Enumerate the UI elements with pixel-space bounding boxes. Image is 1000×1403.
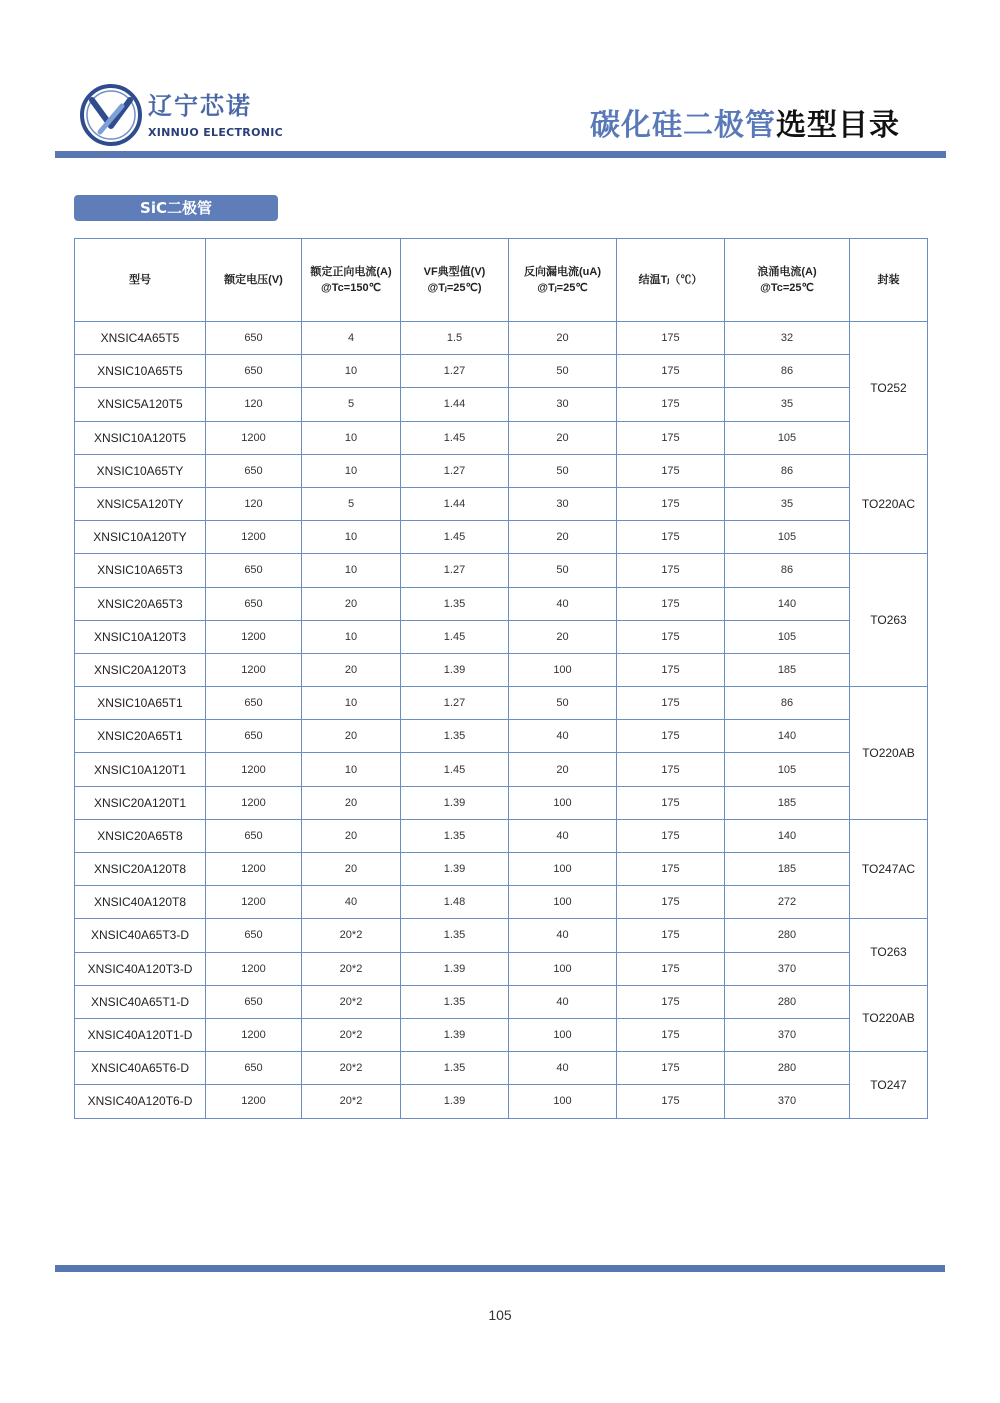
model-cell: XNSIC10A120TY: [75, 521, 206, 554]
table-row: [75, 653, 928, 686]
spec-cell: 1.48: [401, 886, 509, 919]
spec-cell: 280: [725, 985, 850, 1018]
spec-cell: 1200: [206, 886, 302, 919]
model-cell: XNSIC20A65T1: [75, 720, 206, 753]
model-cell: XNSIC4A65T5: [75, 322, 206, 355]
spec-cell: 10: [302, 454, 401, 487]
spec-cell: 1.39: [401, 786, 509, 819]
spec-cell: 120: [206, 487, 302, 520]
model-cell: XNSIC5A120TY: [75, 487, 206, 520]
model-cell: XNSIC20A120T8: [75, 853, 206, 886]
header-cell: VF典型值(V) @Tⱼ=25℃): [401, 239, 509, 322]
brand-name-cn: 辽宁芯诺: [148, 92, 252, 120]
spec-cell: 650: [206, 554, 302, 587]
spec-cell: 50: [509, 454, 617, 487]
table-row: [75, 720, 928, 753]
spec-cell: 100: [509, 952, 617, 985]
spec-cell: 30: [509, 388, 617, 421]
spec-cell: 175: [617, 687, 725, 720]
spec-cell: 40: [509, 587, 617, 620]
spec-cell: 20: [509, 620, 617, 653]
spec-cell: 10: [302, 753, 401, 786]
spec-cell: 105: [725, 521, 850, 554]
spec-cell: 175: [617, 620, 725, 653]
spec-cell: 35: [725, 388, 850, 421]
spec-cell: 140: [725, 819, 850, 852]
spec-cell: 35: [725, 487, 850, 520]
spec-cell: 4: [302, 322, 401, 355]
table-row: [75, 421, 928, 454]
spec-cell: 650: [206, 355, 302, 388]
spec-cell: 175: [617, 388, 725, 421]
spec-cell: 175: [617, 952, 725, 985]
spec-cell: 650: [206, 919, 302, 952]
spec-cell: 105: [725, 753, 850, 786]
header-divider: [55, 151, 946, 158]
spec-cell: 175: [617, 919, 725, 952]
spec-cell: 20*2: [302, 1018, 401, 1051]
spec-cell: 105: [725, 620, 850, 653]
package-cell: TO247AC: [850, 819, 928, 919]
spec-cell: 1.35: [401, 819, 509, 852]
spec-cell: 1.39: [401, 653, 509, 686]
spec-cell: 175: [617, 322, 725, 355]
spec-cell: 185: [725, 653, 850, 686]
spec-cell: 175: [617, 421, 725, 454]
spec-cell: 40: [509, 919, 617, 952]
package-cell: TO220AC: [850, 454, 928, 554]
model-cell: XNSIC20A120T3: [75, 653, 206, 686]
spec-cell: 650: [206, 720, 302, 753]
model-cell: XNSIC10A65T5: [75, 355, 206, 388]
spec-cell: 175: [617, 720, 725, 753]
spec-cell: 10: [302, 687, 401, 720]
table-row: [75, 620, 928, 653]
model-cell: XNSIC10A65T1: [75, 687, 206, 720]
table-row: [75, 355, 928, 388]
spec-cell: 370: [725, 952, 850, 985]
spec-cell: 5: [302, 487, 401, 520]
table-row: [75, 687, 928, 720]
spec-cell: 272: [725, 886, 850, 919]
spec-cell: 175: [617, 1052, 725, 1085]
model-cell: XNSIC40A120T8: [75, 886, 206, 919]
spec-cell: 1.44: [401, 487, 509, 520]
spec-cell: 1.35: [401, 720, 509, 753]
spec-cell: 185: [725, 786, 850, 819]
spec-cell: 20: [302, 853, 401, 886]
spec-cell: 1.39: [401, 1018, 509, 1051]
product-table: [74, 238, 928, 1119]
company-logo: [78, 82, 284, 148]
spec-cell: 650: [206, 1052, 302, 1085]
spec-cell: 370: [725, 1018, 850, 1051]
spec-cell: 650: [206, 985, 302, 1018]
spec-cell: 175: [617, 487, 725, 520]
model-cell: XNSIC40A120T6-D: [75, 1085, 206, 1118]
header-cell: 型号: [75, 239, 206, 322]
package-cell: TO263: [850, 554, 928, 687]
spec-cell: 20: [302, 819, 401, 852]
spec-cell: 40: [509, 1052, 617, 1085]
spec-cell: 86: [725, 355, 850, 388]
spec-cell: 40: [302, 886, 401, 919]
table-row: [75, 753, 928, 786]
spec-cell: 10: [302, 521, 401, 554]
spec-cell: 10: [302, 554, 401, 587]
model-cell: XNSIC40A120T3-D: [75, 952, 206, 985]
spec-cell: 100: [509, 653, 617, 686]
spec-cell: 50: [509, 554, 617, 587]
spec-cell: 20: [509, 753, 617, 786]
spec-cell: 1200: [206, 753, 302, 786]
spec-cell: 1.27: [401, 687, 509, 720]
model-cell: XNSIC20A65T3: [75, 587, 206, 620]
table-row: [75, 587, 928, 620]
model-cell: XNSIC40A65T6-D: [75, 1052, 206, 1085]
table-row: [75, 1085, 928, 1118]
spec-cell: 1.5: [401, 322, 509, 355]
spec-cell: 100: [509, 886, 617, 919]
spec-cell: 1.35: [401, 1052, 509, 1085]
table-row: [75, 919, 928, 952]
spec-cell: 100: [509, 1018, 617, 1051]
spec-cell: 20: [302, 653, 401, 686]
spec-cell: 20*2: [302, 952, 401, 985]
spec-cell: 10: [302, 620, 401, 653]
table-row: [75, 487, 928, 520]
table-row: [75, 819, 928, 852]
document-title-part2: 选型目录: [776, 108, 900, 143]
package-cell: TO220AB: [850, 687, 928, 820]
spec-cell: 175: [617, 554, 725, 587]
model-cell: XNSIC40A65T3-D: [75, 919, 206, 952]
spec-cell: 1200: [206, 786, 302, 819]
model-cell: XNSIC20A65T8: [75, 819, 206, 852]
spec-cell: 20*2: [302, 1052, 401, 1085]
table-row: [75, 1052, 928, 1085]
spec-cell: 175: [617, 454, 725, 487]
spec-cell: 650: [206, 322, 302, 355]
model-cell: XNSIC10A65TY: [75, 454, 206, 487]
spec-cell: 32: [725, 322, 850, 355]
spec-cell: 20: [509, 322, 617, 355]
spec-cell: 1200: [206, 421, 302, 454]
spec-cell: 140: [725, 587, 850, 620]
spec-cell: 1200: [206, 952, 302, 985]
spec-cell: 280: [725, 1052, 850, 1085]
spec-cell: 30: [509, 487, 617, 520]
spec-cell: 140: [725, 720, 850, 753]
header-cell: 额定电压(V): [206, 239, 302, 322]
table-row: [75, 952, 928, 985]
spec-cell: 20: [509, 521, 617, 554]
spec-cell: 650: [206, 687, 302, 720]
package-cell: TO247: [850, 1052, 928, 1118]
spec-cell: 100: [509, 853, 617, 886]
brand-name-en: XINNUO ELECTRONIC: [148, 126, 284, 139]
model-cell: XNSIC10A65T3: [75, 554, 206, 587]
table-header-row: [75, 239, 928, 322]
spec-cell: 20*2: [302, 1085, 401, 1118]
spec-cell: 1.45: [401, 620, 509, 653]
spec-cell: 20: [302, 720, 401, 753]
spec-cell: 20: [509, 421, 617, 454]
spec-cell: 1.44: [401, 388, 509, 421]
spec-cell: 280: [725, 919, 850, 952]
spec-cell: 175: [617, 521, 725, 554]
spec-cell: 1.39: [401, 1085, 509, 1118]
logo-emblem-icon: [78, 82, 144, 148]
spec-cell: 185: [725, 853, 850, 886]
spec-cell: 10: [302, 355, 401, 388]
spec-cell: 10: [302, 421, 401, 454]
spec-cell: 1.35: [401, 587, 509, 620]
section-label: SiC二极管: [74, 195, 278, 221]
spec-cell: 175: [617, 886, 725, 919]
package-cell: TO220AB: [850, 985, 928, 1051]
spec-cell: 175: [617, 753, 725, 786]
spec-cell: 1.27: [401, 355, 509, 388]
table-row: [75, 985, 928, 1018]
spec-cell: 1.35: [401, 919, 509, 952]
document-title: [590, 100, 900, 144]
table-row: [75, 454, 928, 487]
header-cell: 封装: [850, 239, 928, 322]
model-cell: XNSIC10A120T3: [75, 620, 206, 653]
model-cell: XNSIC5A120T5: [75, 388, 206, 421]
spec-cell: 86: [725, 454, 850, 487]
spec-cell: 1200: [206, 653, 302, 686]
model-cell: XNSIC40A65T1-D: [75, 985, 206, 1018]
spec-cell: 1200: [206, 521, 302, 554]
spec-cell: 40: [509, 985, 617, 1018]
spec-cell: 1200: [206, 620, 302, 653]
package-cell: TO263: [850, 919, 928, 985]
table-row: [75, 388, 928, 421]
table-row: [75, 554, 928, 587]
spec-cell: 1.45: [401, 521, 509, 554]
table-row: [75, 786, 928, 819]
spec-cell: 175: [617, 786, 725, 819]
spec-cell: 86: [725, 554, 850, 587]
header-cell: 反向漏电流(uA) @Tⱼ=25℃: [509, 239, 617, 322]
spec-cell: 86: [725, 687, 850, 720]
table-body: [75, 322, 928, 1119]
table-row: [75, 886, 928, 919]
spec-cell: 1.39: [401, 853, 509, 886]
header-cell: 浪涌电流(A) @Tc=25℃: [725, 239, 850, 322]
spec-cell: 1200: [206, 1018, 302, 1051]
spec-cell: 1.35: [401, 985, 509, 1018]
spec-cell: 40: [509, 819, 617, 852]
spec-cell: 20: [302, 587, 401, 620]
spec-cell: 650: [206, 819, 302, 852]
spec-cell: 175: [617, 985, 725, 1018]
table-row: [75, 1018, 928, 1051]
spec-cell: 20*2: [302, 919, 401, 952]
spec-cell: 650: [206, 454, 302, 487]
spec-cell: 50: [509, 687, 617, 720]
footer-divider: [55, 1265, 945, 1272]
spec-cell: 105: [725, 421, 850, 454]
page-number: 105: [488, 1307, 512, 1323]
package-cell: TO252: [850, 322, 928, 455]
spec-cell: 1200: [206, 853, 302, 886]
spec-cell: 1200: [206, 1085, 302, 1118]
spec-cell: 175: [617, 653, 725, 686]
table-row: [75, 521, 928, 554]
spec-cell: 370: [725, 1085, 850, 1118]
spec-cell: 175: [617, 819, 725, 852]
spec-cell: 100: [509, 786, 617, 819]
spec-cell: 175: [617, 355, 725, 388]
spec-cell: 650: [206, 587, 302, 620]
spec-cell: 1.27: [401, 454, 509, 487]
spec-cell: 5: [302, 388, 401, 421]
document-title-part1: 碳化硅二极管: [590, 108, 776, 143]
model-cell: XNSIC40A120T1-D: [75, 1018, 206, 1051]
spec-cell: 1.39: [401, 952, 509, 985]
header-cell: 额定正向电流(A) @Tc=150℃: [302, 239, 401, 322]
spec-cell: 175: [617, 1085, 725, 1118]
model-cell: XNSIC20A120T1: [75, 786, 206, 819]
spec-cell: 20: [302, 786, 401, 819]
header-cell: 结温Tⱼ（℃）: [617, 239, 725, 322]
spec-cell: 175: [617, 1018, 725, 1051]
spec-cell: 1.45: [401, 753, 509, 786]
spec-cell: 175: [617, 853, 725, 886]
spec-cell: 175: [617, 587, 725, 620]
spec-cell: 50: [509, 355, 617, 388]
spec-cell: 100: [509, 1085, 617, 1118]
table-row: [75, 853, 928, 886]
spec-cell: 20*2: [302, 985, 401, 1018]
spec-cell: 1.45: [401, 421, 509, 454]
table-row: [75, 322, 928, 355]
model-cell: XNSIC10A120T5: [75, 421, 206, 454]
spec-cell: 40: [509, 720, 617, 753]
spec-cell: 120: [206, 388, 302, 421]
model-cell: XNSIC10A120T1: [75, 753, 206, 786]
spec-cell: 1.27: [401, 554, 509, 587]
